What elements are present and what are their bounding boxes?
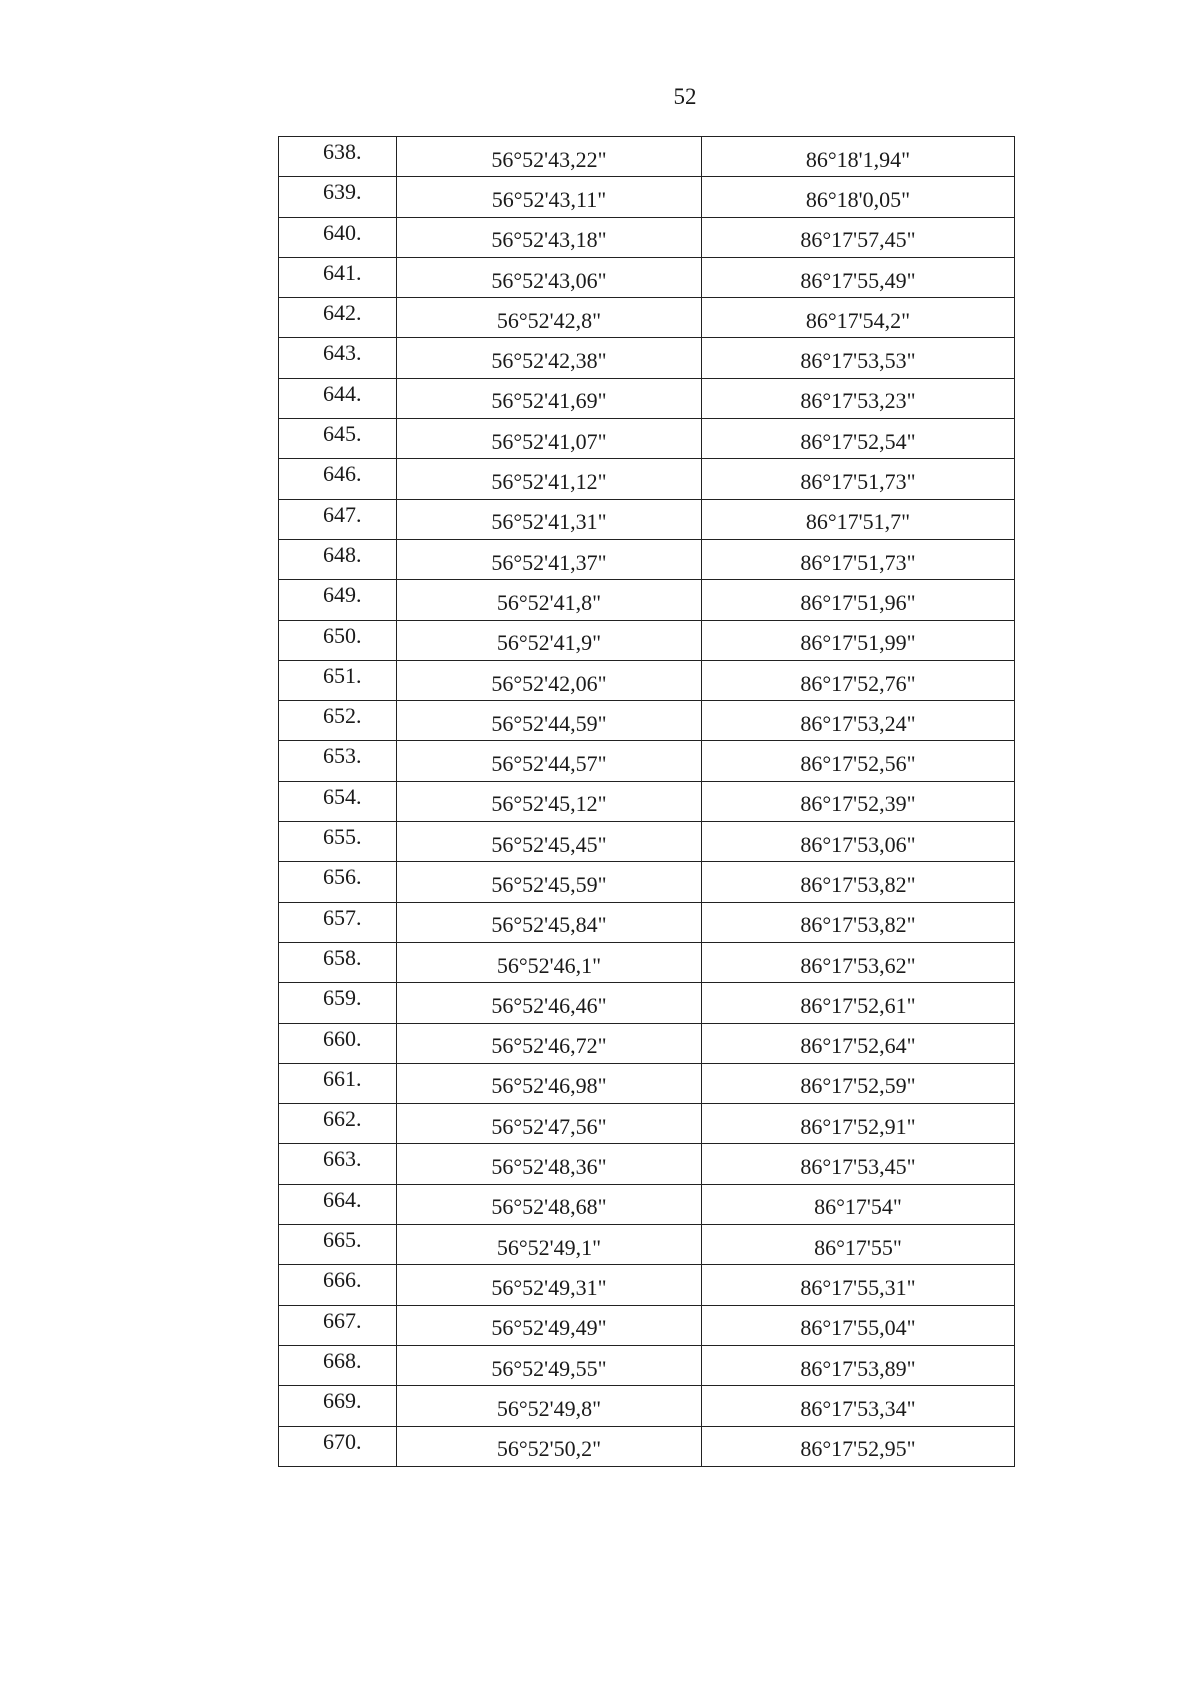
- table-row: [279, 781, 1015, 821]
- point-number-cell: 646.: [279, 459, 397, 499]
- latitude-cell: 56°52'41,12": [397, 459, 702, 499]
- table-row: [279, 137, 1015, 177]
- latitude-cell: 56°52'49,31": [397, 1265, 702, 1305]
- point-number-cell: 649.: [279, 580, 397, 620]
- point-number-cell: 647.: [279, 499, 397, 539]
- point-number-cell: 661.: [279, 1063, 397, 1103]
- point-number-cell: 650.: [279, 620, 397, 660]
- latitude-cell: 56°52'41,07": [397, 419, 702, 459]
- point-number-cell: 665.: [279, 1225, 397, 1265]
- table-row: [279, 459, 1015, 499]
- table-row: [279, 1023, 1015, 1063]
- table-row: [279, 499, 1015, 539]
- point-number-cell: 641.: [279, 257, 397, 297]
- table-row: [279, 620, 1015, 660]
- longitude-cell: 86°17'53,62": [702, 942, 1015, 982]
- table-row: [279, 902, 1015, 942]
- longitude-cell: 86°17'55,49": [702, 257, 1015, 297]
- longitude-cell: 86°17'55,31": [702, 1265, 1015, 1305]
- point-number-cell: 644.: [279, 378, 397, 418]
- longitude-cell: 86°17'53,53": [702, 338, 1015, 378]
- point-number-cell: 639.: [279, 177, 397, 217]
- latitude-cell: 56°52'42,38": [397, 338, 702, 378]
- point-number-cell: 670.: [279, 1426, 397, 1466]
- point-number-cell: 660.: [279, 1023, 397, 1063]
- longitude-cell: 86°17'52,76": [702, 660, 1015, 700]
- longitude-cell: 86°18'0,05": [702, 177, 1015, 217]
- latitude-cell: 56°52'43,11": [397, 177, 702, 217]
- point-number-cell: 657.: [279, 902, 397, 942]
- point-number-cell: 653.: [279, 741, 397, 781]
- point-number-cell: 642.: [279, 298, 397, 338]
- longitude-cell: 86°17'55,04": [702, 1305, 1015, 1345]
- longitude-cell: 86°17'51,99": [702, 620, 1015, 660]
- point-number-cell: 638.: [279, 137, 397, 177]
- point-number-cell: 668.: [279, 1345, 397, 1385]
- longitude-cell: 86°17'55": [702, 1225, 1015, 1265]
- point-number-cell: 648.: [279, 539, 397, 579]
- longitude-cell: 86°17'51,96": [702, 580, 1015, 620]
- latitude-cell: 56°52'50,2": [397, 1426, 702, 1466]
- table-row: [279, 862, 1015, 902]
- table-row: [279, 338, 1015, 378]
- longitude-cell: 86°17'53,06": [702, 822, 1015, 862]
- page-number: 52: [673, 84, 697, 109]
- longitude-cell: 86°17'53,82": [702, 902, 1015, 942]
- latitude-cell: 56°52'41,8": [397, 580, 702, 620]
- table-row: [279, 983, 1015, 1023]
- table-row: [279, 1225, 1015, 1265]
- point-number-cell: 658.: [279, 942, 397, 982]
- point-number-cell: 664.: [279, 1184, 397, 1224]
- point-number-cell: 666.: [279, 1265, 397, 1305]
- table-row: [279, 1345, 1015, 1385]
- latitude-cell: 56°52'49,55": [397, 1345, 702, 1385]
- table-row: [279, 1184, 1015, 1224]
- coordinates-table: [278, 136, 1015, 1467]
- latitude-cell: 56°52'45,84": [397, 902, 702, 942]
- longitude-cell: 86°17'51,7": [702, 499, 1015, 539]
- longitude-cell: 86°17'52,91": [702, 1104, 1015, 1144]
- latitude-cell: 56°52'43,18": [397, 217, 702, 257]
- table-row: [279, 822, 1015, 862]
- latitude-cell: 56°52'46,72": [397, 1023, 702, 1063]
- table-row: [279, 298, 1015, 338]
- longitude-cell: 86°17'52,64": [702, 1023, 1015, 1063]
- longitude-cell: 86°18'1,94": [702, 137, 1015, 177]
- longitude-cell: 86°17'51,73": [702, 539, 1015, 579]
- latitude-cell: 56°52'49,49": [397, 1305, 702, 1345]
- longitude-cell: 86°17'53,89": [702, 1345, 1015, 1385]
- table-row: [279, 1305, 1015, 1345]
- longitude-cell: 86°17'52,59": [702, 1063, 1015, 1103]
- latitude-cell: 56°52'46,1": [397, 942, 702, 982]
- point-number-cell: 652.: [279, 701, 397, 741]
- point-number-cell: 655.: [279, 822, 397, 862]
- longitude-cell: 86°17'53,23": [702, 378, 1015, 418]
- latitude-cell: 56°52'44,59": [397, 701, 702, 741]
- latitude-cell: 56°52'47,56": [397, 1104, 702, 1144]
- latitude-cell: 56°52'43,22": [397, 137, 702, 177]
- latitude-cell: 56°52'46,46": [397, 983, 702, 1023]
- point-number-cell: 643.: [279, 338, 397, 378]
- table-row: [279, 580, 1015, 620]
- table-row: [279, 378, 1015, 418]
- point-number-cell: 663.: [279, 1144, 397, 1184]
- table-row: [279, 1426, 1015, 1466]
- coordinates-table-body: [279, 137, 1015, 1467]
- table-row: [279, 1386, 1015, 1426]
- latitude-cell: 56°52'42,06": [397, 660, 702, 700]
- longitude-cell: 86°17'57,45": [702, 217, 1015, 257]
- latitude-cell: 56°52'41,69": [397, 378, 702, 418]
- longitude-cell: 86°17'53,24": [702, 701, 1015, 741]
- latitude-cell: 56°52'41,31": [397, 499, 702, 539]
- latitude-cell: 56°52'42,8": [397, 298, 702, 338]
- point-number-cell: 659.: [279, 983, 397, 1023]
- table-row: [279, 257, 1015, 297]
- latitude-cell: 56°52'45,59": [397, 862, 702, 902]
- latitude-cell: 56°52'45,45": [397, 822, 702, 862]
- latitude-cell: 56°52'41,9": [397, 620, 702, 660]
- latitude-cell: 56°52'43,06": [397, 257, 702, 297]
- longitude-cell: 86°17'53,45": [702, 1144, 1015, 1184]
- table-row: [279, 741, 1015, 781]
- longitude-cell: 86°17'53,82": [702, 862, 1015, 902]
- point-number-cell: 640.: [279, 217, 397, 257]
- table-row: [279, 217, 1015, 257]
- longitude-cell: 86°17'54,2": [702, 298, 1015, 338]
- table-row: [279, 942, 1015, 982]
- longitude-cell: 86°17'54": [702, 1184, 1015, 1224]
- point-number-cell: 662.: [279, 1104, 397, 1144]
- table-row: [279, 1265, 1015, 1305]
- latitude-cell: 56°52'45,12": [397, 781, 702, 821]
- latitude-cell: 56°52'48,68": [397, 1184, 702, 1224]
- latitude-cell: 56°52'44,57": [397, 741, 702, 781]
- latitude-cell: 56°52'41,37": [397, 539, 702, 579]
- table-row: [279, 539, 1015, 579]
- point-number-cell: 656.: [279, 862, 397, 902]
- longitude-cell: 86°17'52,54": [702, 419, 1015, 459]
- table-row: [279, 660, 1015, 700]
- latitude-cell: 56°52'48,36": [397, 1144, 702, 1184]
- point-number-cell: 667.: [279, 1305, 397, 1345]
- longitude-cell: 86°17'52,95": [702, 1426, 1015, 1466]
- point-number-cell: 645.: [279, 419, 397, 459]
- longitude-cell: 86°17'52,56": [702, 741, 1015, 781]
- table-row: [279, 701, 1015, 741]
- longitude-cell: 86°17'52,39": [702, 781, 1015, 821]
- latitude-cell: 56°52'49,1": [397, 1225, 702, 1265]
- longitude-cell: 86°17'52,61": [702, 983, 1015, 1023]
- point-number-cell: 654.: [279, 781, 397, 821]
- table-row: [279, 419, 1015, 459]
- longitude-cell: 86°17'51,73": [702, 459, 1015, 499]
- table-row: [279, 177, 1015, 217]
- longitude-cell: 86°17'53,34": [702, 1386, 1015, 1426]
- table-row: [279, 1144, 1015, 1184]
- table-row: [279, 1104, 1015, 1144]
- latitude-cell: 56°52'49,8": [397, 1386, 702, 1426]
- point-number-cell: 669.: [279, 1386, 397, 1426]
- table-row: [279, 1063, 1015, 1103]
- latitude-cell: 56°52'46,98": [397, 1063, 702, 1103]
- point-number-cell: 651.: [279, 660, 397, 700]
